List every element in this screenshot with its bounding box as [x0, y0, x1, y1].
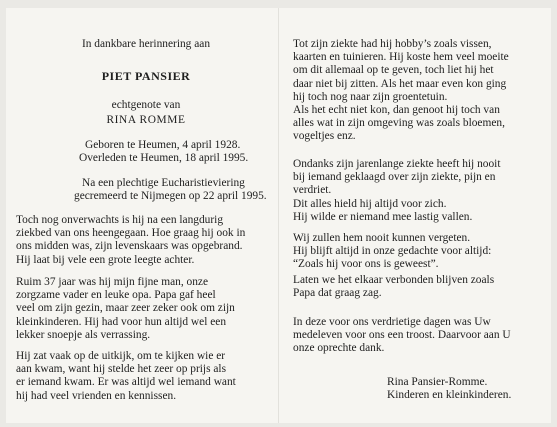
- text-line: Ruim 37 jaar was hij mijn fijne man, onze: [16, 276, 209, 288]
- text-line: Toch nog onverwachts is hij na een langdurig: [16, 214, 224, 226]
- funeral-line: gecremeerd te Nijmegen op 22 april 1995.: [74, 190, 267, 203]
- text-line: Papa dat graag zag.: [293, 287, 382, 300]
- text-line: Tot zijn ziekte had hij hobby’s zoals vissen,: [293, 38, 492, 50]
- text-line: medeleven voor ons een troost. Daarvoor aan U: [293, 329, 511, 342]
- text-line: zorgzame vader en leuke opa. Papa gaf heel: [16, 289, 216, 302]
- text-line: In deze voor ons verdrietige dagen was Uw: [293, 316, 491, 328]
- text-line: ziekbed van ons heengegaan. Hoe graag hij ook in: [16, 227, 246, 240]
- paragraph: [293, 158, 501, 224]
- death-date: Overleden te Heumen, 18 april 1995.: [79, 152, 249, 164]
- paragraph: [16, 276, 235, 342]
- text-line: vogeltjes enz.: [293, 130, 356, 143]
- paragraph: [16, 350, 236, 403]
- birth-date: Geboren te Heumen, 4 april 1928.: [85, 139, 241, 151]
- text-line: lekker snoepje als verrassing.: [16, 328, 151, 341]
- text-line: verdriet.: [293, 184, 332, 197]
- text-line: hij toch nog naar zijn groentetuin.: [293, 90, 448, 103]
- text-line: hij had veel vrienden en kennissen.: [16, 389, 177, 402]
- text-line: Dit alles hield hij altijd voor zich.: [293, 197, 447, 210]
- intro-text: In dankbare herinnering aan: [81, 38, 211, 50]
- text-line: Hij wilde er niemand mee lastig vallen.: [293, 210, 473, 223]
- card-fold: [278, 8, 279, 423]
- paragraph: [293, 232, 491, 272]
- spouse-label: echtgenote van: [111, 99, 181, 111]
- text-line: Als het echt niet kon, dan genoot hij toch van: [293, 104, 500, 117]
- signature-line: Kinderen en kleinkinderen.: [387, 389, 512, 402]
- spouse-name: RINA ROMME: [106, 114, 186, 126]
- text-line: Laten we het elkaar verbonden blijven zoals: [293, 274, 495, 286]
- funeral-text: [74, 177, 267, 203]
- text-line: onze oprechte dank.: [293, 342, 385, 355]
- text-line: ons midden was, zijn levenskaars was opgebrand.: [16, 240, 243, 253]
- text-line: Hij zat vaak op de uitkijk, om te kijken wie er: [16, 350, 226, 362]
- signature: [387, 376, 511, 402]
- paragraph: [16, 214, 245, 267]
- text-line: Hij laat bij vele een grote leegte achter.: [16, 253, 195, 266]
- text-line: aan kwam, want hij stelde het zeer op prijs als: [16, 363, 227, 376]
- text-line: Hij blijft altijd in onze gedachte voor altijd:: [293, 245, 492, 258]
- text-line: daar niet bij zitten. Als het maar even kon ging: [293, 77, 507, 90]
- funeral-line: Na een plechtige Eucharistieviering: [82, 177, 245, 189]
- text-line: “Zoals hij voor ons is geweest”.: [293, 258, 439, 271]
- paragraph: [293, 274, 494, 300]
- text-line: Wij zullen hem nooit kunnen vergeten.: [293, 232, 471, 244]
- text-line: om dit allemaal op te geven, toch liet hij het: [293, 64, 494, 77]
- text-line: kaarten en tuinieren. Hij koste hem veel moeite: [293, 51, 509, 64]
- paragraph: [293, 38, 509, 144]
- signature-line: Rina Pansier-Romme.: [387, 376, 488, 388]
- paragraph: [293, 316, 511, 356]
- text-line: er iemand kwam. Er was altijd wel iemand want: [16, 376, 236, 389]
- text-line: Ondanks zijn jarenlange ziekte heeft hij nooit: [293, 158, 501, 170]
- text-line: bij iemand geklaagd over zijn ziekte, pijn en: [293, 171, 496, 184]
- text-line: kleinkinderen. Hij had voor hun altijd wel een: [16, 315, 227, 328]
- deceased-name: PIET PANSIER: [101, 69, 191, 83]
- text-line: veel om zijn gezin, maar zeer zeker ook om zijn: [16, 302, 235, 315]
- text-line: alles wat in zijn omgeving was zoals bloemen,: [293, 117, 505, 130]
